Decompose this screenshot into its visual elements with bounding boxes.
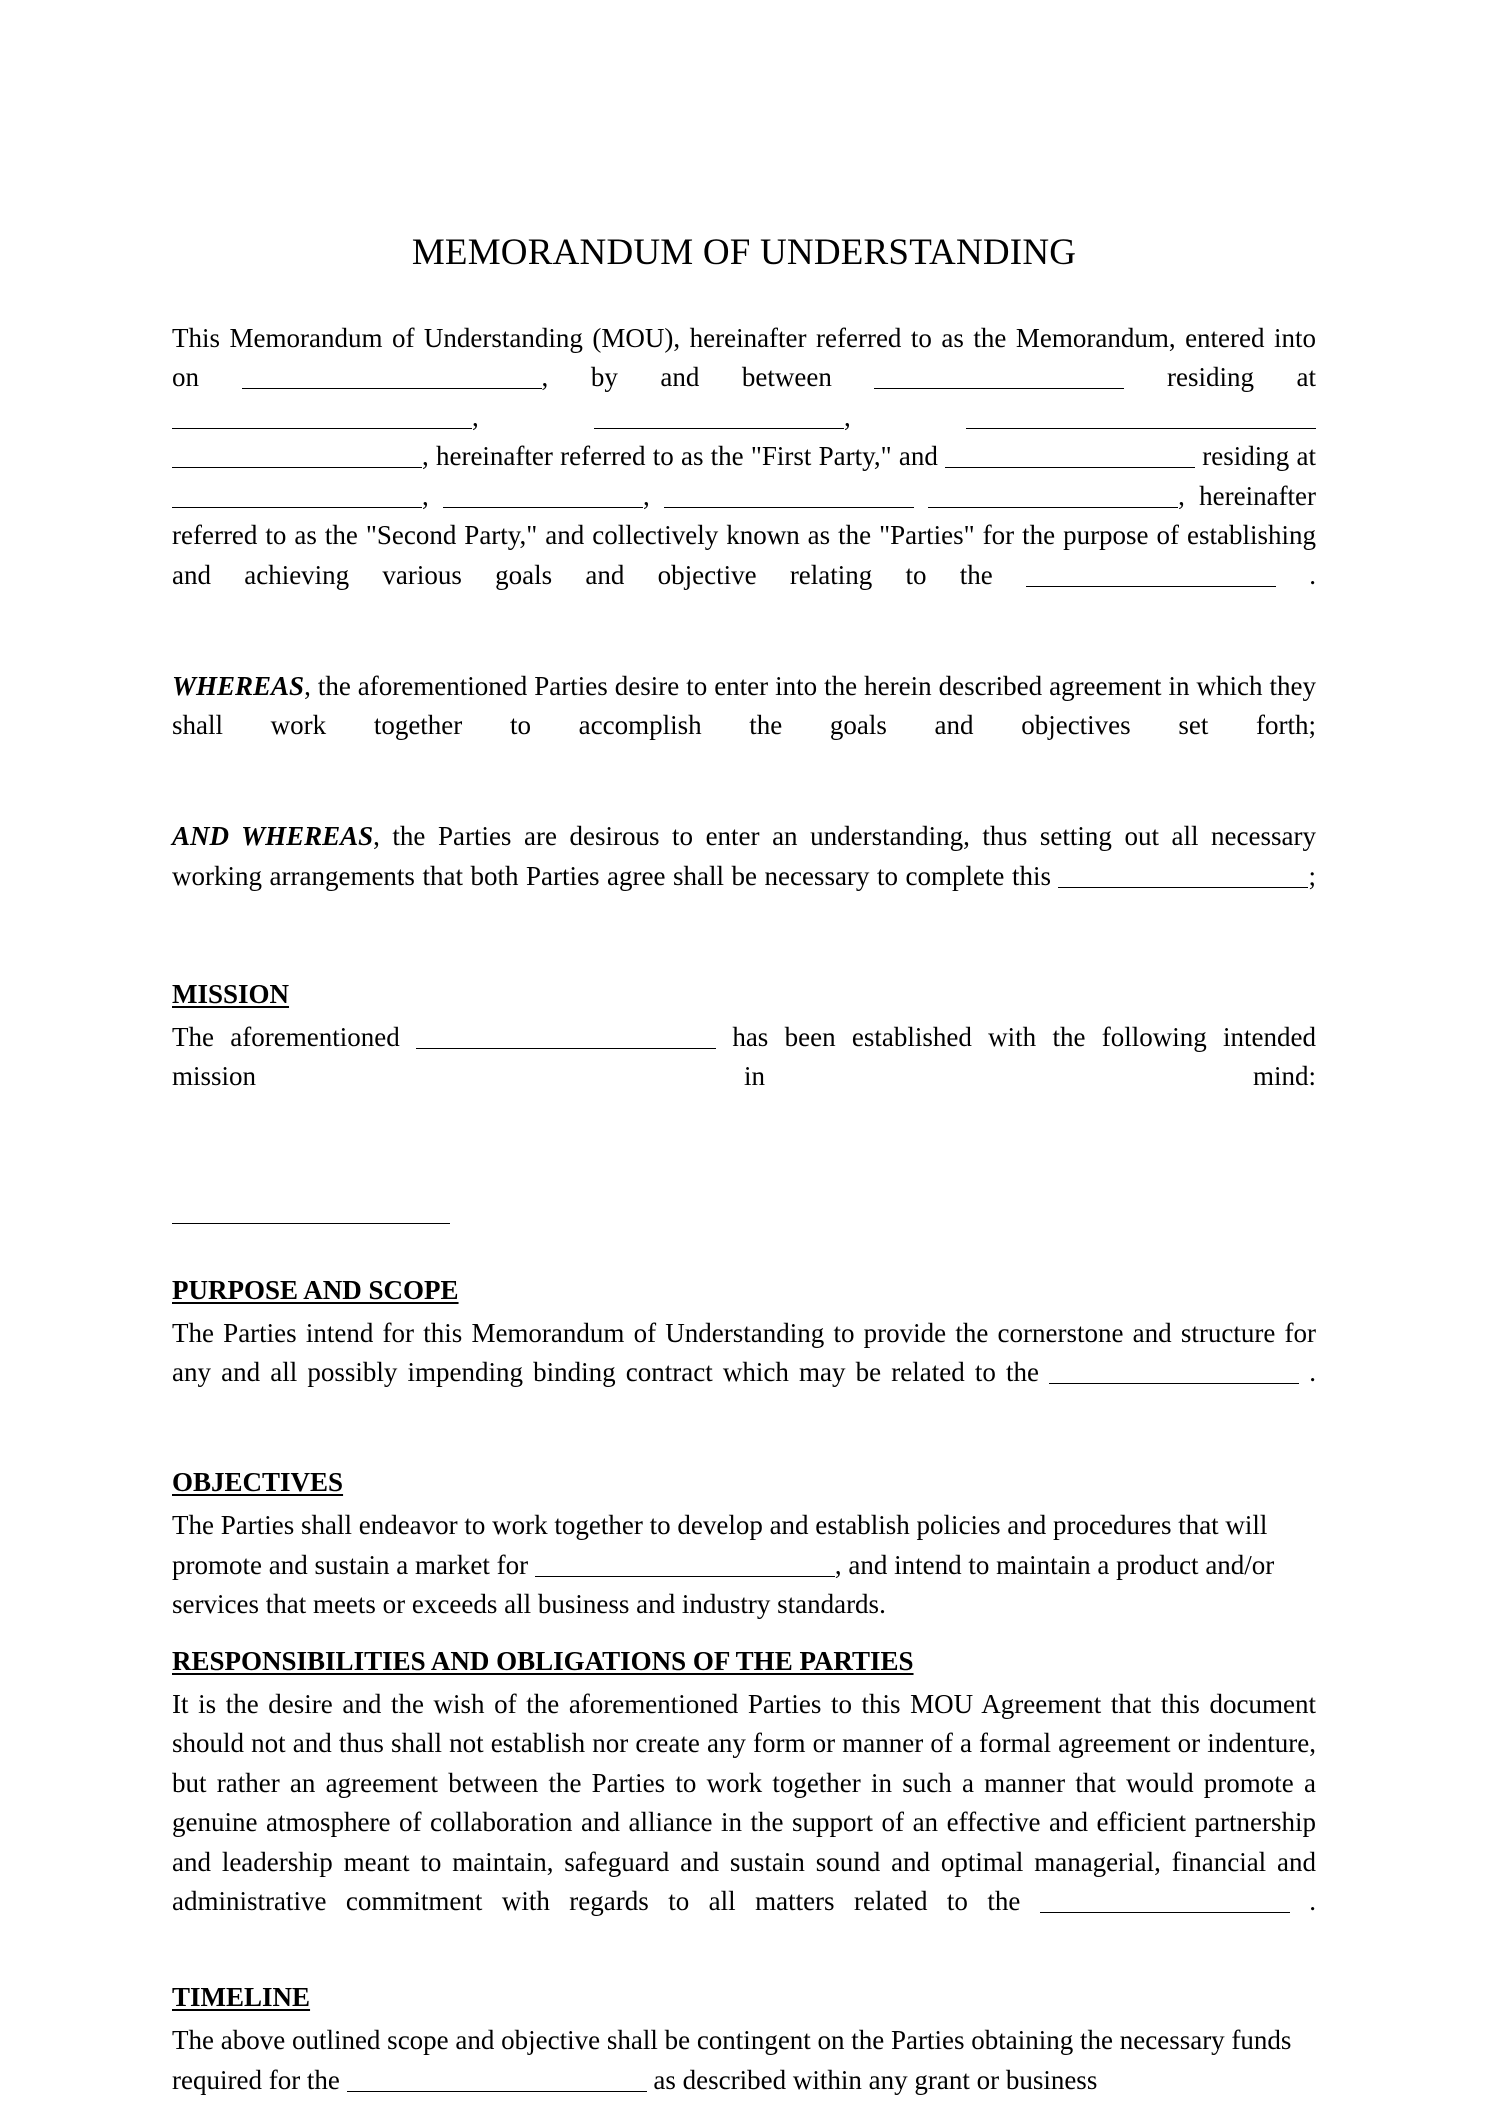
section-heading-purpose-and-scope: PURPOSE AND SCOPE (172, 1274, 459, 1305)
purpose-heading-row (172, 1272, 1316, 1314)
blank-second-party-address-3[interactable] (664, 481, 914, 508)
blank-purpose-subject[interactable] (1049, 1357, 1299, 1384)
blank-first-party-address-3[interactable] (966, 402, 1316, 429)
intro-text-2: , by and between (541, 362, 832, 393)
responsibilities-text-1: It is the desire and the wish of the aforementioned Parties to this MOU Agreement that this document should not and thus shall not establish nor create any form or manner of a formal agreement or indenture, but rather an agreement between the Parties to work together in such a manner that would promote a genuine atmosphere of collaboration and alliance in the support of an effective and efficient partnership and leadership meant to maintain, safeguard and sustain sound and optimal managerial, financial and administrative commitment with regards to all matters related to the (172, 1688, 1316, 1917)
blank-mission-entity[interactable] (416, 1022, 716, 1049)
intro-text-6: , (844, 401, 851, 432)
blank-intro-subject[interactable] (1026, 560, 1276, 587)
spacer (172, 635, 1316, 667)
purpose-text-1: The Parties intend for this Memorandum of Understanding to provide the cornerstone and structure for any and all possibly impending binding contract which may be related to the (172, 1317, 1316, 1388)
and-whereas-tail: ; (1308, 860, 1316, 891)
section-heading-responsibilities: RESPONSIBILITIES AND OBLIGATIONS OF THE PARTIES (172, 1645, 914, 1676)
timeline-paragraph (172, 2021, 1316, 2100)
blank-date[interactable] (242, 362, 542, 389)
intro-text-3: residing (1166, 362, 1254, 393)
blank-second-party-address-4[interactable] (928, 481, 1178, 508)
timeline-heading-row (172, 1979, 1316, 2021)
whereas-paragraph (172, 667, 1316, 786)
blank-mission-writein[interactable] (172, 1223, 450, 1224)
spacer (172, 1961, 1316, 1979)
spacer (172, 1432, 1316, 1464)
blank-second-party-address-2[interactable] (443, 481, 643, 508)
page-title: MEMORANDUM OF UNDERSTANDING (411, 232, 1077, 273)
objectives-text-2: , and intend to maintain a product and/or services that meets or exceeds all business and industry standards. (172, 1549, 1275, 1620)
intro-text-11: , (642, 480, 650, 511)
intro-text-10: , (422, 480, 429, 511)
mission-heading-row (172, 976, 1316, 1018)
intro-text-8: residing (1202, 441, 1290, 472)
blank-first-party-name[interactable] (874, 362, 1124, 389)
and-whereas-lead: AND WHEREAS (172, 821, 374, 852)
spacer (172, 1625, 1316, 1643)
objectives-paragraph (172, 1506, 1316, 1625)
spacer (172, 785, 1316, 817)
responsibilities-text-2: . (1309, 1886, 1316, 1917)
blank-timeline-funds[interactable] (347, 2065, 647, 2092)
intro-text-14: . (1309, 559, 1317, 590)
blank-and-whereas-subject[interactable] (1058, 861, 1308, 888)
intro-text-5: , (472, 401, 479, 432)
section-heading-mission: MISSION (172, 978, 290, 1009)
intro-text-7: , hereinafter referred to as the "First Party," and (422, 441, 938, 472)
whereas-body: , the aforementioned Parties desire to enter into the herein described agreement in which they shall work together to accomplish the goals and objectives set forth; (172, 670, 1316, 741)
objectives-heading-row (172, 1464, 1316, 1506)
section-heading-timeline: TIMELINE (172, 1982, 311, 2013)
and-whereas-body: , the Parties are desirous to enter an understanding, thus setting out all necessary working arrangements that both Parties agree shall be necessary to complete this (172, 821, 1316, 891)
intro-text-4: at (1296, 362, 1317, 393)
section-heading-objectives: OBJECTIVES (172, 1467, 344, 1498)
blank-responsibilities-matter[interactable] (1040, 1886, 1290, 1913)
blank-second-party-address-1[interactable] (172, 481, 422, 508)
blank-objectives-market[interactable] (535, 1550, 835, 1577)
mission-text-1: The aforementioned (172, 1021, 400, 1052)
blank-second-party-name[interactable] (945, 441, 1195, 468)
mission-writein-line-row (172, 1192, 1316, 1232)
spacer-mission-writein (172, 1136, 1316, 1192)
intro-text-12: , (1178, 480, 1185, 511)
mission-text-2: has been established with the following intended mission in mind: (172, 1021, 1317, 1092)
whereas-lead: WHEREAS (172, 670, 305, 701)
blank-first-party-address-4[interactable] (172, 441, 422, 468)
blank-first-party-address-1[interactable] (172, 402, 472, 429)
blank-first-party-address-2[interactable] (594, 402, 844, 429)
intro-text-13: hereinafter referred to as the "Second Party," and collectively known as the "Parties" for the purpose of establishing and achieving various goals and objective relating to the (172, 480, 1317, 590)
spacer (172, 936, 1316, 976)
timeline-text-1: The above outlined scope and objective shall be contingent on the Parties obtaining the necessary funds required for the (172, 2025, 1292, 2095)
intro-paragraph (172, 319, 1316, 635)
and-whereas-paragraph (172, 817, 1316, 936)
document-body (172, 232, 1316, 2100)
mission-paragraph (172, 1018, 1316, 1137)
spacer (172, 1232, 1316, 1272)
responsibilities-heading-row (172, 1643, 1316, 1685)
purpose-paragraph (172, 1314, 1316, 1433)
timeline-text-2: as described within any grant or business (653, 2064, 1098, 2095)
responsibilities-paragraph (172, 1685, 1316, 1962)
purpose-text-2: . (1309, 1357, 1317, 1388)
objectives-text-1: The Parties shall endeavor to work together to develop and establish policies and procedures that will promote and sustain a market for (172, 1510, 1268, 1580)
intro-text-1: This Memorandum of Understanding (MOU), hereinafter referred to as the Memorandum, entered into on (172, 322, 1316, 393)
intro-text-9: at (1296, 441, 1316, 472)
